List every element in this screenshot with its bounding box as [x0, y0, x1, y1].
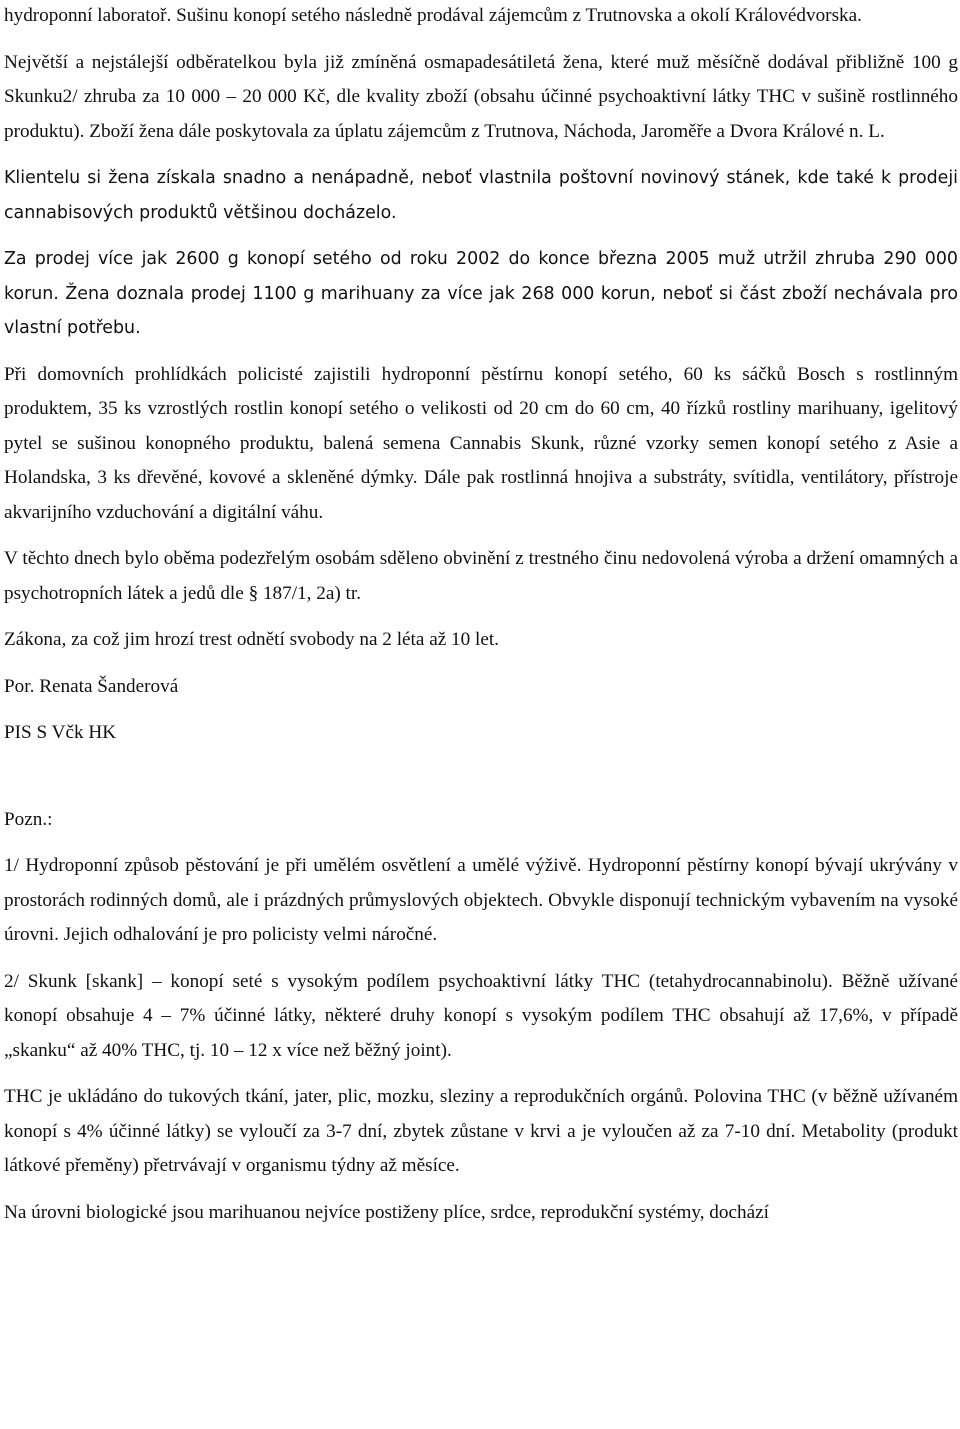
author-name-text: Por. Renata Šanderová	[4, 675, 179, 697]
paragraph-searches	[4, 358, 958, 531]
paragraph-charges	[4, 542, 958, 611]
paragraph-text-continued: Zboží žena dále poskytovala za úplatu zájemcům z Trutnova, Náchoda, Jaroměře a Dvora Králové n. L.	[84, 120, 885, 142]
author-unit-text: PIS S Včk HK	[4, 722, 117, 743]
notes-label-text: Pozn.:	[4, 808, 53, 830]
paragraph-supply	[4, 46, 958, 150]
document-page	[4, 0, 958, 1230]
paragraph-text: Největší a nejstálejší odběratelkou byla již zmíněná osmapadesátiletá žena, které muž měsíčně dodával přibližně 100 g Skunku2/ zhruba za 10 000 – 20 000 Kč, dle kvality zboží (obsahu účinné psychoaktivní látky THC v sušině rostlinného produktu).	[4, 51, 958, 142]
paragraph-continuation	[4, 0, 958, 34]
paragraph-text: V těchto dnech bylo oběma podezřelým osobám sděleno obvinění z trestného činu nedovolená výroba a držení omamných a psychotropních látek a jedů dle § 187/1, 2a) tr.	[4, 548, 958, 604]
paragraph-text: Klientelu si žena získala snadno a nenápadně, neboť vlastnila poštovní novinový stánek, kde také k prodeji cannabisových produktů většinou docházelo.	[4, 168, 958, 223]
paragraph-thc-storage	[4, 1080, 958, 1184]
author-name	[4, 670, 958, 705]
paragraph-text: Zákona, za což jim hrozí trest odnětí svobody na 2 léta až 10 let.	[4, 629, 499, 650]
paragraph-biological-effects	[4, 1196, 958, 1231]
paragraph-text: hydroponní laboratoř. Sušinu konopí setého následně prodával zájemcům z Trutnovska a okolí Královédvorska.	[4, 5, 862, 26]
paragraph-text: 2/ Skunk [skank] – konopí seté s vysokým podílem psychoaktivní látky THC (tetahydrocannabinolu). Běžně užívané konopí obsahuje 4 – 7% účinné látky, některé druhy konopí s vysokým podílem THC obsahují až 17,6%, v případě „skanku“ až 40% THC, tj. 10 – 12 x více než běžný joint).	[4, 970, 958, 1061]
note-hydroponics	[4, 849, 958, 953]
notes-label	[4, 803, 958, 838]
paragraph-text: THC je ukládáno do tukových tkání, jater, plic, mozku, sleziny a reprodukčních orgánů. Polovina THC (v běžně užívaném konopí s 4% účinné látky) se vyloučí za 3-7 dní, zbytek zůstane v krvi a je vyloučen až za 7-10 dní. Metabolity (produkt látkové přeměny) přetrvávají v organismu týdny až měsíce.	[4, 1086, 958, 1176]
paragraph-text: 1/ Hydroponní způsob pěstování je při umělém osvětlení a umělé výživě. Hydroponní pěstírny konopí bývají ukrývány v prostorách rodinných domů, ale i prázdných průmyslových objektech. Obvykle disponují technickým vybavením na vysoké úrovni. Jejich odhalování je pro policisty velmi náročné.	[4, 855, 958, 945]
paragraph-text: Za prodej více jak 2600 g konopí setého od roku 2002 do konce března 2005 muž utržil zhruba 290 000 korun. Žena doznala prodej 1100 g marihuany za více jak 268 000 korun, neboť si část zboží nechávala pro vlastní potřebu.	[4, 249, 958, 338]
paragraph-penalty	[4, 623, 958, 658]
paragraph-text: Na úrovni biologické jsou marihuanou nejvíce postiženy plíce, srdce, reprodukční systémy, dochází	[4, 1201, 769, 1223]
paragraph-text: Při domovních prohlídkách policisté zajistili hydroponní pěstírnu konopí setého, 60 ks sáčků Bosch s rostlinným produktem, 35 ks vzrostlých rostlin konopí setého o velikosti od 20 cm do 60 cm, 40 řízků rostliny marihuany, igelitový pytel se sušinou konopného produktu, balená semena Cannabis Skunk, různé vzorky semen konopí setého z Asie a Holandska, 3 ks dřevěné, kovové a skleněné dýmky. Dále pak rostlinná hnojiva a substráty, svítidla, ventilátory, přístroje akvarijního vzduchování a digitální váhu.	[4, 363, 958, 523]
paragraph-sales	[4, 242, 958, 346]
author-unit	[4, 716, 958, 751]
paragraph-clientele	[4, 161, 958, 230]
note-skunk	[4, 965, 958, 1069]
